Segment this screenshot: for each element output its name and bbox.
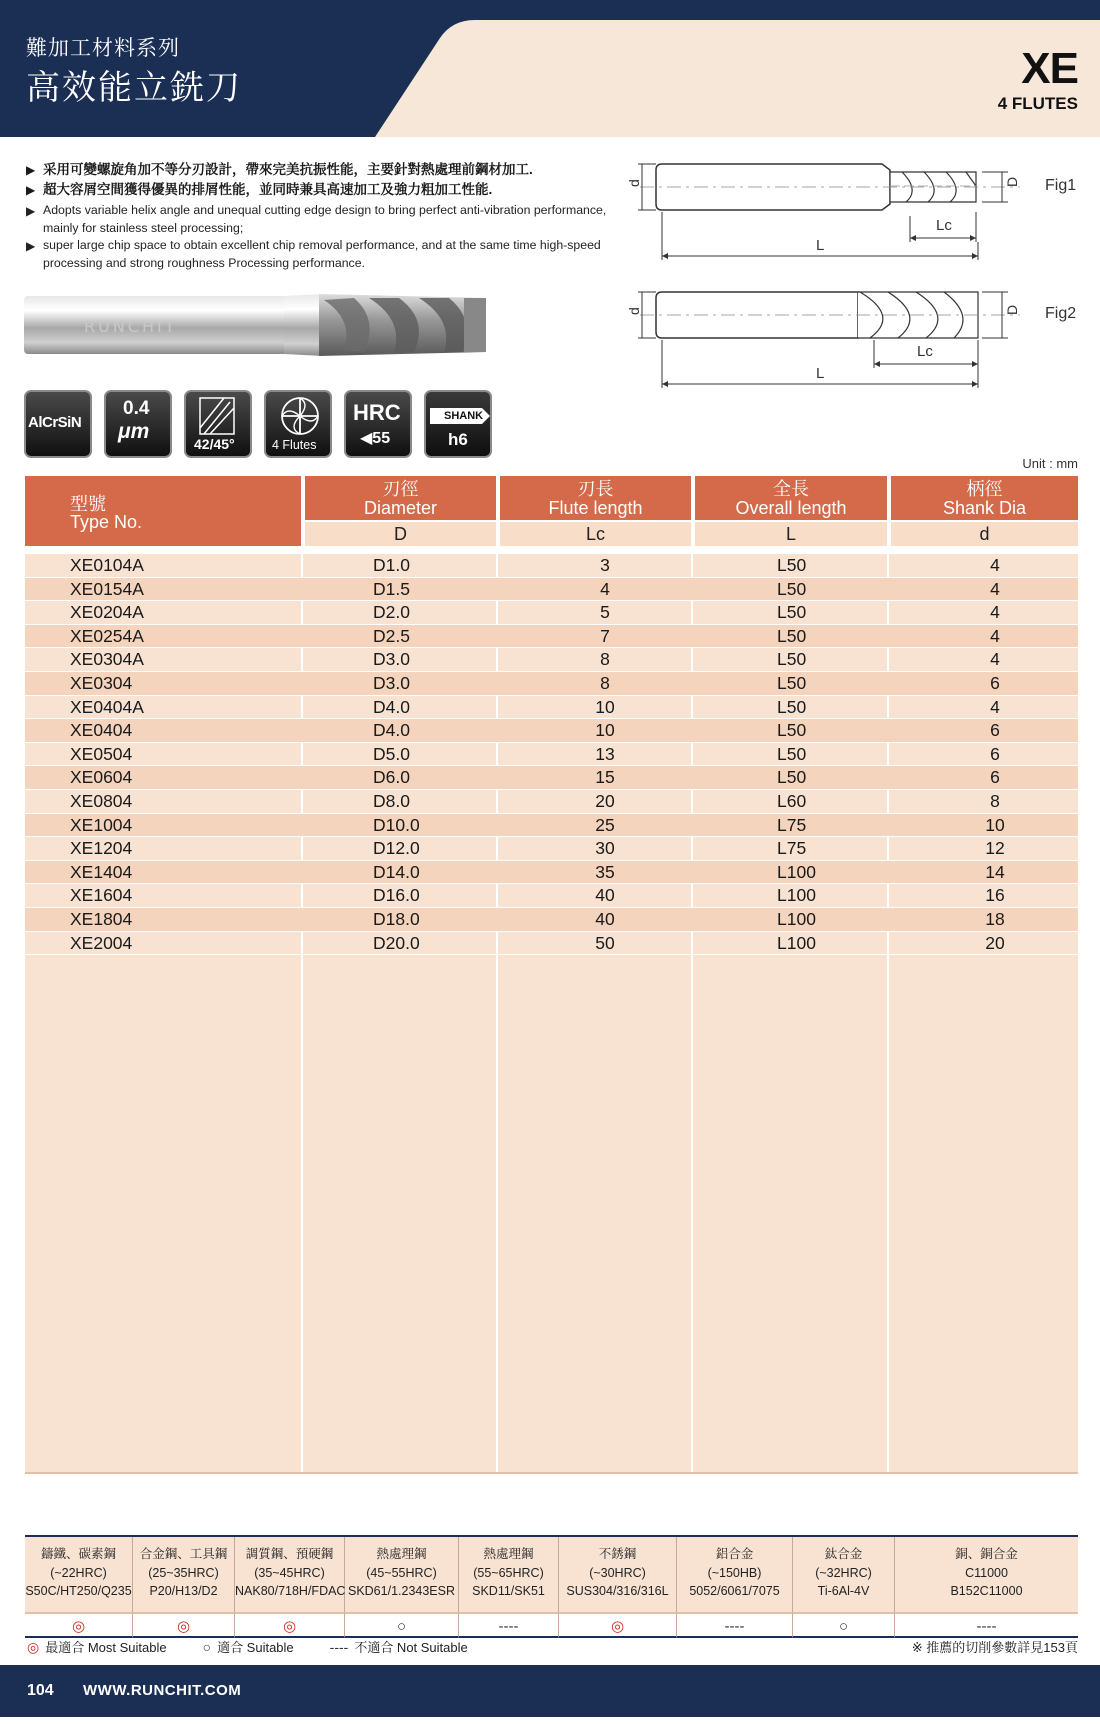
dim-Lc-label: Lc	[936, 217, 952, 234]
table-row	[25, 743, 1078, 767]
table-row	[25, 719, 1078, 743]
fig2-label: Fig2	[1045, 305, 1077, 322]
material-cell: 熱處理鋼 (55~65HRC) SKD11/SK51	[459, 1537, 559, 1612]
feature-list	[26, 160, 626, 272]
dim-L-label: L	[816, 365, 825, 382]
table-cell: 20	[595, 790, 615, 811]
drawing-fig2	[620, 278, 1040, 393]
table-cell: 8	[990, 790, 1000, 811]
table-cell: 13	[595, 743, 615, 764]
material-header-row	[25, 1537, 1078, 1612]
table-cell: D4.0	[373, 720, 410, 741]
bullet-icon: ▶	[26, 239, 36, 253]
table-cell: 6	[990, 743, 1000, 764]
shank-icon: SHANK h6	[424, 390, 492, 458]
table-cell: D6.0	[373, 767, 410, 788]
table-cell: D2.5	[373, 625, 410, 646]
header-flute-length: 刃長 Flute length Lc	[500, 476, 691, 546]
table-cell: D1.0	[373, 555, 410, 575]
bullet-icon: ▶	[26, 163, 36, 177]
material-cell: 鈦合金 (~32HRC) Ti-6Al-4V	[793, 1537, 895, 1612]
table-cell: D2.0	[373, 602, 410, 623]
legend-not-suitable: ---- 不適合 Not Suitable	[329, 1639, 468, 1655]
table-row	[25, 814, 1078, 838]
table-cell: XE0404	[70, 720, 133, 741]
table-cell: D16.0	[373, 885, 420, 906]
table-cell: 50	[595, 932, 615, 953]
table-cell: L75	[777, 814, 807, 835]
table-cell: D12.0	[373, 838, 420, 859]
most-suitable-icon: ◎	[27, 1639, 40, 1655]
table-cell: 18	[985, 908, 1005, 929]
flutes-icon: 4 Flutes	[264, 390, 332, 458]
dim-d-label: d	[626, 179, 642, 187]
feature-icons	[24, 390, 492, 458]
table-cell: 5	[600, 602, 610, 623]
suitability-rating: ----	[459, 1612, 559, 1638]
table-cell: 8	[600, 672, 610, 693]
table-cell: 10	[595, 720, 615, 741]
table-cell: 4	[990, 649, 1000, 670]
suitability-rating: ----	[895, 1612, 1078, 1638]
table-cell: 6	[990, 767, 1000, 788]
table-cell: L75	[777, 838, 807, 859]
table-cell: XE1604	[70, 885, 133, 906]
table-cell: 30	[595, 838, 615, 859]
feature-item: ▶ super large chip space to obtain excellent chip removal performance, and at the same time high-speed processing and strong roughness Processing performance.	[26, 238, 601, 270]
page-header	[0, 0, 1100, 137]
header-type-no: 型號 Type No.	[25, 476, 301, 546]
suitability-rating: ◎	[559, 1612, 677, 1638]
table-cell: XE2004	[70, 932, 133, 953]
material-cell: 調質鋼、預硬鋼 (35~45HRC) NAK80/718H/FDAC	[235, 1537, 345, 1612]
table-cell: XE0504	[70, 743, 133, 764]
suitability-rating: ◎	[25, 1612, 133, 1638]
table-row	[25, 554, 1078, 578]
table-cell: 15	[595, 767, 615, 788]
table-cell: D10.0	[373, 814, 420, 835]
bullet-icon: ▶	[26, 183, 36, 197]
table-cell: D1.5	[373, 578, 410, 599]
dim-Lc-label: Lc	[917, 343, 933, 360]
table-cell: 35	[595, 861, 615, 882]
table-row	[25, 672, 1078, 696]
table-cell: L50	[777, 672, 807, 693]
material-cell: 熱處理鋼 (45~55HRC) SKD61/1.2343ESR	[345, 1537, 459, 1612]
table-cell: D18.0	[373, 908, 420, 929]
material-cell: 鑄鐵、碳素鋼 (~22HRC) S50C/HT250/Q235	[25, 1537, 133, 1612]
table-cell: 7	[600, 625, 610, 646]
material-suitability-table	[25, 1535, 1078, 1638]
series-title: 難加工材料系列	[26, 37, 180, 60]
feature-item: ▶ Adopts variable helix angle and unequal cutting edge design to bring perfect anti-vibration performance, mainly for stainless steel processing;	[26, 203, 607, 235]
legend-suitable: ○ 適合 Suitable	[202, 1639, 294, 1655]
page-number: 104	[27, 1682, 54, 1699]
material-rating-row	[25, 1612, 1078, 1638]
table-cell: 4	[990, 555, 1000, 575]
table-cell: XE1004	[70, 814, 133, 835]
feature-item: ▶ 采用可變螺旋角加不等分刃設計，帶來完美抗振性能，主要針對熱處理前鋼材加工.	[26, 160, 626, 179]
material-cell: 不銹鋼 (~30HRC) SUS304/316/316L	[559, 1537, 677, 1612]
table-cell: L50	[777, 743, 807, 764]
table-cell: D8.0	[373, 790, 410, 811]
material-cell: 合金鋼、工具鋼 (25~35HRC) P20/H13/D2	[133, 1537, 235, 1612]
table-cell: L100	[777, 932, 816, 953]
table-row	[25, 766, 1078, 790]
table-cell: XE0404A	[70, 696, 144, 717]
table-row	[25, 578, 1078, 602]
table-cell: 10	[985, 814, 1005, 835]
table-header	[25, 476, 1078, 546]
material-cell: 銅、銅合金 C11000 B152C11000	[895, 1537, 1078, 1612]
dim-d-label: d	[626, 307, 642, 315]
table-cell: D14.0	[373, 861, 420, 882]
table-cell: 16	[985, 885, 1005, 906]
feature-item: ▶ 超大容屑空間獲得優異的排屑性能，並同時兼具高速加工及強力粗加工性能.	[26, 180, 626, 199]
tolerance-icon: 0.4 μm	[104, 390, 172, 458]
suitable-icon: ○	[202, 1639, 212, 1655]
table-cell: L50	[777, 578, 807, 599]
table-cell: XE0804	[70, 790, 133, 811]
table-cell: 4	[990, 696, 1000, 717]
dim-D-label: D	[1004, 304, 1020, 315]
suitability-rating: ○	[793, 1612, 895, 1638]
table-row	[25, 861, 1078, 885]
drawing-fig1	[620, 150, 1040, 265]
website-link[interactable]: WWW.RUNCHIT.COM	[83, 1682, 242, 1699]
table-cell: D3.0	[373, 649, 410, 670]
table-cell: 14	[985, 861, 1005, 882]
table-row	[25, 908, 1078, 932]
table-cell: D4.0	[373, 696, 410, 717]
table-cell: D5.0	[373, 743, 410, 764]
table-body	[25, 554, 1078, 1474]
legend-most-suitable: ◎ 最適合 Most Suitable	[27, 1639, 167, 1655]
suitability-rating: ----	[677, 1612, 793, 1638]
table-cell: 6	[990, 720, 1000, 741]
spec-table	[25, 476, 1078, 1474]
legend	[27, 1637, 468, 1656]
table-row	[25, 625, 1078, 649]
table-cell: 10	[595, 696, 615, 717]
suitability-rating: ○	[345, 1612, 459, 1638]
table-cell: XE0304A	[70, 649, 144, 670]
table-row	[25, 696, 1078, 720]
table-cell: XE0154A	[70, 578, 144, 599]
table-row	[25, 790, 1078, 814]
table-row	[25, 837, 1078, 861]
table-cell: XE0204A	[70, 602, 144, 623]
table-cell: 40	[595, 908, 615, 929]
table-cell: L50	[777, 625, 807, 646]
hrc-icon: HRC ◀55	[344, 390, 412, 458]
table-cell: XE1204	[70, 838, 133, 859]
unit-label: Unit : mm	[1022, 456, 1078, 471]
page-footer	[0, 1665, 1100, 1717]
table-cell: 4	[990, 602, 1000, 623]
fig1-label: Fig1	[1045, 177, 1077, 194]
table-cell: L50	[777, 555, 807, 575]
header-shank-dia: 柄徑 Shank Dia d	[891, 476, 1078, 546]
table-cell: 25	[595, 814, 615, 835]
table-cell: D20.0	[373, 932, 420, 953]
flutes-label: 4 FLUTES	[997, 94, 1078, 113]
bullet-icon: ▶	[26, 204, 36, 218]
table-cell: 8	[600, 649, 610, 670]
dim-L-label: L	[816, 237, 825, 254]
table-cell: L50	[777, 696, 807, 717]
table-cell: XE1804	[70, 908, 133, 929]
not-suitable-icon: ----	[329, 1639, 349, 1655]
table-cell: L50	[777, 649, 807, 670]
table-cell: L50	[777, 602, 807, 623]
table-cell: L100	[777, 908, 816, 929]
table-row	[25, 932, 1078, 956]
table-row	[25, 648, 1078, 672]
material-cell: 鋁合金 (~150HB) 5052/6061/7075	[677, 1537, 793, 1612]
tool-engraving: RUNCHIT	[84, 317, 178, 336]
dim-D-label: D	[1004, 176, 1020, 187]
table-cell: 3	[600, 555, 610, 575]
table-cell: XE0104A	[70, 555, 144, 575]
header-overall-length: 全長 Overall length L	[695, 476, 887, 546]
table-cell: XE0304	[70, 672, 133, 693]
table-cell: L50	[777, 767, 807, 788]
table-cell: L60	[777, 790, 807, 811]
header-diameter: 刃徑 Diameter D	[305, 476, 496, 546]
table-cell: 4	[990, 625, 1000, 646]
table-cell: L100	[777, 861, 816, 882]
coating-icon: AlCrSiN	[24, 390, 92, 458]
table-cell: L50	[777, 720, 807, 741]
table-cell: D3.0	[373, 672, 410, 693]
table-cell: XE0254A	[70, 625, 144, 646]
table-cell: 6	[990, 672, 1000, 693]
table-cell: 20	[985, 932, 1005, 953]
page-title: 高效能立銑刀	[26, 69, 242, 107]
table-cell: 12	[985, 838, 1005, 859]
table-cell: XE0604	[70, 767, 133, 788]
end-mill-photo	[24, 290, 486, 360]
table-row	[25, 601, 1078, 625]
cutting-params-note: ※ 推薦的切削參數詳見153頁	[911, 1640, 1078, 1655]
table-cell: 4	[600, 578, 610, 599]
suitability-rating: ◎	[133, 1612, 235, 1638]
helix-angle-icon: 42/45°	[184, 390, 252, 458]
suitability-rating: ◎	[235, 1612, 345, 1638]
table-cell: XE1404	[70, 861, 133, 882]
table-cell: 4	[990, 578, 1000, 599]
table-row	[25, 884, 1078, 908]
table-cell: L100	[777, 885, 816, 906]
table-cell: 40	[595, 885, 615, 906]
model-code: XE	[1021, 44, 1078, 93]
